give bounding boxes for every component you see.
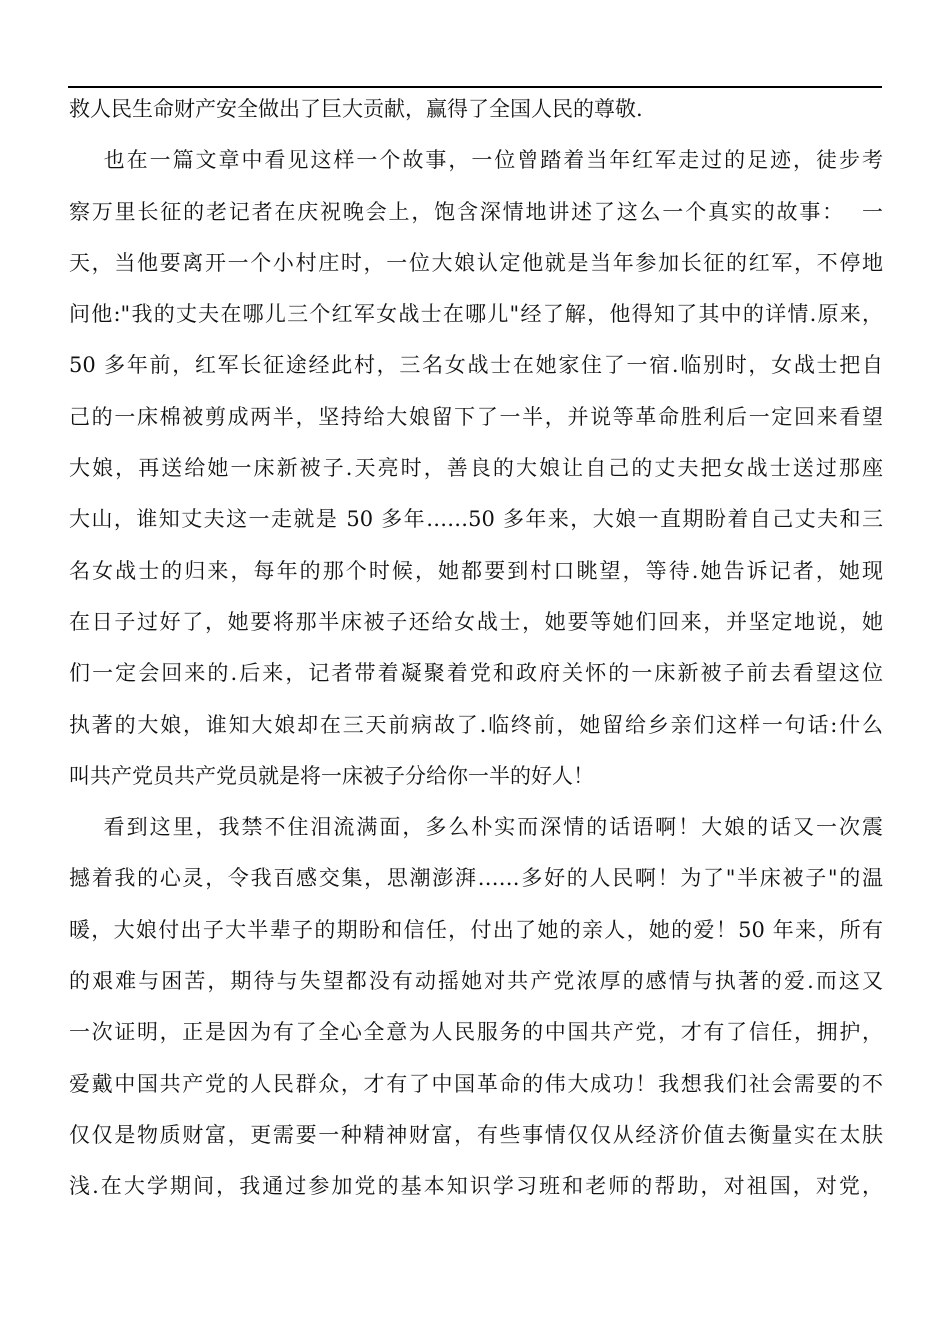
text-line: 们一定会回来的.后来，记者带着凝聚着党和政府关怀的一床新被子前去看望这位 — [69, 661, 883, 686]
text-line: 的艰难与困苦，期待与失望都没有动摇她对共产党浓厚的感情与执著的爱.而这又 — [69, 969, 883, 994]
text-line: 大娘，再送给她一床新被子.天亮时，善良的大娘让自己的丈夫把女战士送过那座 — [69, 456, 883, 481]
text-line: 大山，谁知丈夫这一走就是 50 多年……50 多年来，大娘一直期盼着自己丈夫和三 — [69, 507, 883, 532]
text-line: 问他:"我的丈夫在哪儿三个红军女战士在哪儿"经了解，他得知了其中的详情.原来， — [69, 302, 883, 327]
text-line: 爱戴中国共产党的人民群众，才有了中国革命的伟大成功！我想我们社会需要的不 — [69, 1071, 883, 1096]
text-line: 察万里长征的老记者在庆祝晚会上，饱含深情地讲述了这么一个真实的故事： 一 — [69, 199, 883, 224]
text-line: 浅.在大学期间，我通过参加党的基本知识学习班和老师的帮助，对祖国，对党， — [69, 1174, 883, 1199]
text-line: 一次证明，正是因为有了全心全意为人民服务的中国共产党，才有了信任，拥护， — [69, 1020, 883, 1045]
text-line: 救人民生命财产安全做出了巨大贡献，赢得了全国人民的尊敬. — [69, 97, 643, 121]
text-line: 执著的大娘，谁知大娘却在三天前病故了.临终前，她留给乡亲们这样一句话:什么 — [69, 712, 883, 737]
text-line: 己的一床棉被剪成两半，坚持给大娘留下了一半，并说等革命胜利后一定回来看望 — [69, 404, 883, 429]
text-line: 在日子过好了，她要将那半床被子还给女战士，她要等她们回来，并坚定地说，她 — [69, 609, 883, 634]
text-line: 仅仅是物质财富，更需要一种精神财富，有些事情仅仅从经济价值去衡量实在太肤 — [69, 1122, 883, 1147]
text-line: 天，当他要离开一个小村庄时，一位大娘认定他就是当年参加长征的红军，不停地 — [69, 250, 883, 275]
text-line: 看到这里，我禁不住泪流满面，多么朴实而深情的话语啊！大娘的话又一次震 — [69, 815, 883, 840]
text-line: 50 多年前，红军长征途经此村，三名女战士在她家住了一宿.临别时，女战士把自 — [69, 353, 883, 378]
text-line: 撼着我的心灵，令我百感交集，思潮澎湃……多好的人民啊！为了"半床被子"的温 — [69, 866, 883, 891]
text-line: 暖，大娘付出子大半辈子的期盼和信任，付出了她的亲人，她的爱！50 年来，所有 — [69, 917, 883, 942]
body-text — [69, 84, 883, 1213]
text-line: 名女战士的归来，每年的那个时候，她都要到村口眺望，等待.她告诉记者，她现 — [69, 558, 883, 583]
text-line: 叫共产党员共产党员就是将一床被子分给你一半的好人！ — [69, 763, 594, 788]
text-line: 也在一篇文章中看见这样一个故事，一位曾踏着当年红军走过的足迹，徒步考 — [69, 148, 883, 173]
